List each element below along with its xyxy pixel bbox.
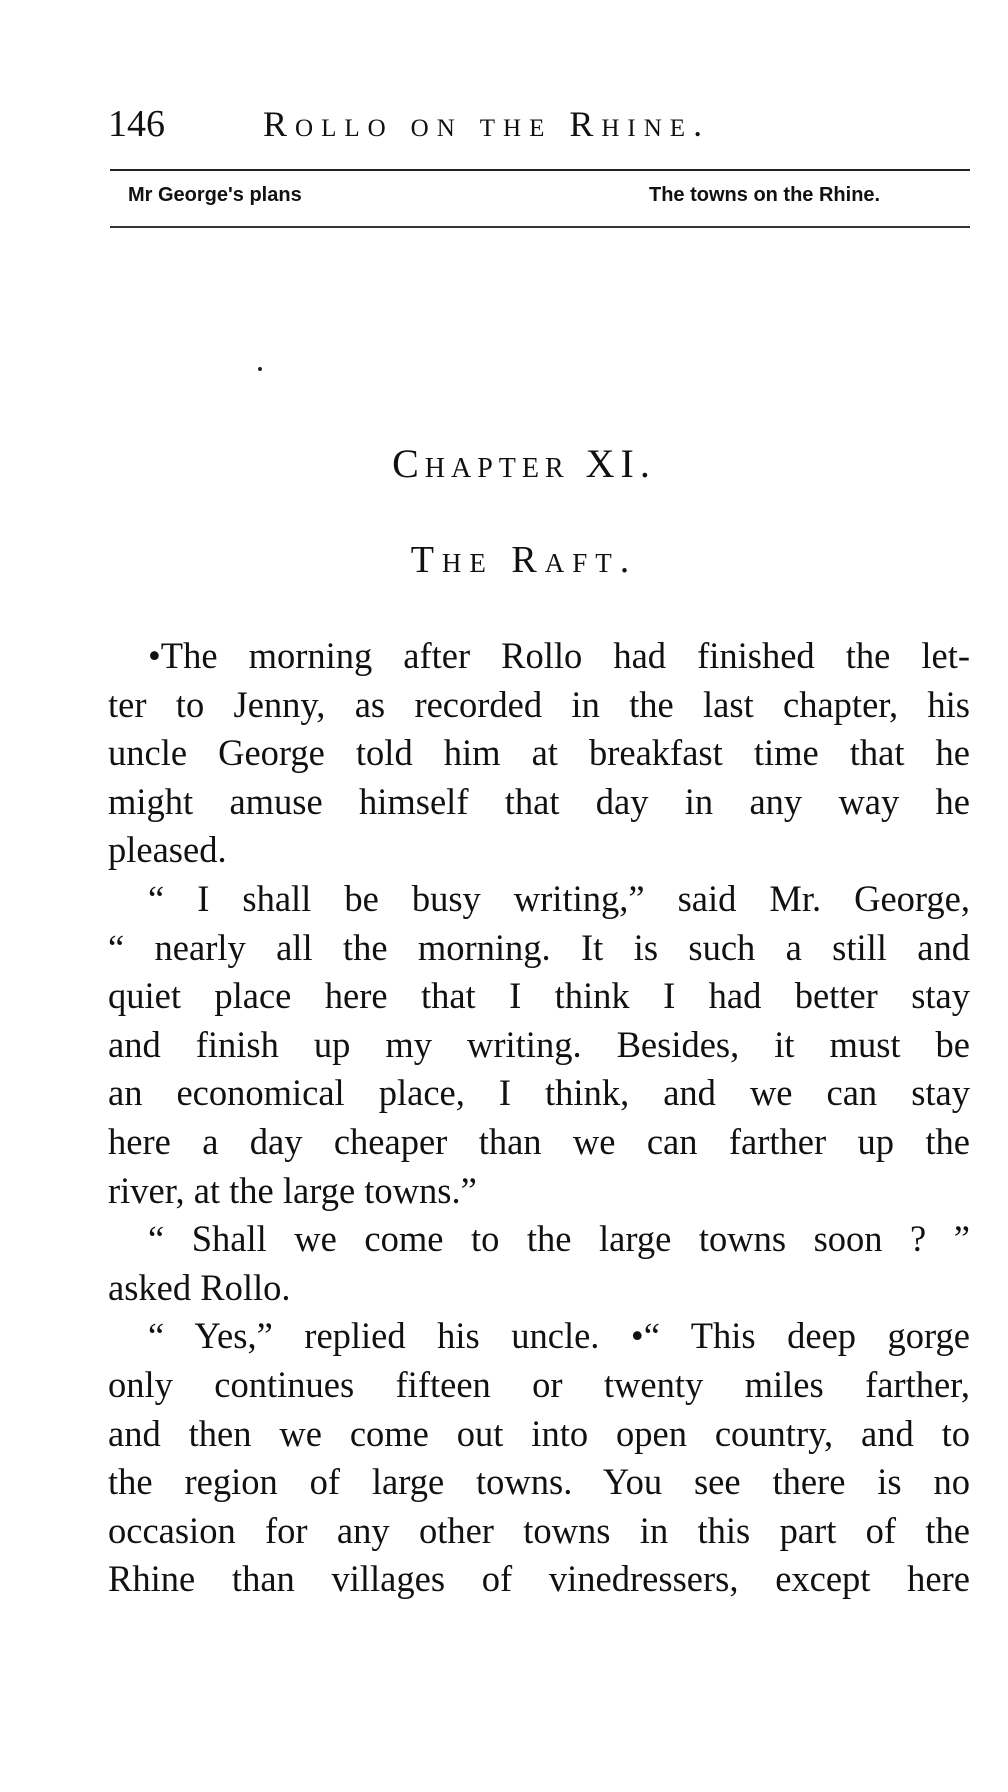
chapter-title: The Raft. — [410, 539, 638, 581]
text-line: •The morning after Rollo had finished the let- — [148, 635, 970, 676]
subhead-right: The towns on the Rhine. — [649, 184, 881, 206]
text-line: “ I shall be busy writing,” said Mr. George, — [148, 877, 970, 919]
subhead-left: Mr George's plans — [128, 184, 302, 206]
header-rule-top — [110, 169, 970, 171]
text-line: “ Yes,” replied his uncle. •“ This deep gorge — [148, 1315, 970, 1357]
text-line: and finish up my writing. Besides, it must be — [108, 1023, 970, 1065]
text-line: here a day cheaper than we can farther up the — [108, 1120, 970, 1162]
text-line: ter to Jenny, as recorded in the last chapter, his — [108, 683, 970, 725]
text-line: uncle George told him at breakfast time that he — [108, 732, 970, 774]
running-title: Rollo on the Rhine. — [263, 104, 711, 144]
text-line: river, at the large towns.” — [108, 1169, 477, 1211]
text-line: an economical place, I think, and we can stay — [108, 1072, 970, 1114]
page-number: 146 — [108, 103, 165, 145]
chapter-number: Chapter XI. — [392, 441, 656, 486]
text-line: “ nearly all the morning. It is such a still and — [108, 926, 970, 968]
text-line: Rhine than villages of vinedressers, except here — [108, 1558, 970, 1600]
text-line: asked Rollo. — [108, 1266, 291, 1308]
running-head — [108, 100, 968, 148]
ink-speck — [258, 367, 262, 371]
header-rule-bottom — [110, 226, 970, 228]
text-line: occasion for any other towns in this part of the — [108, 1509, 970, 1551]
text-line: and then we come out into open country, and to — [108, 1412, 970, 1454]
text-line: might amuse himself that day in any way he — [108, 780, 970, 822]
text-line: “ Shall we come to the large towns soon ? ” — [148, 1218, 970, 1260]
text-line: only continues fifteen or twenty miles farther, — [108, 1363, 970, 1405]
text-line: the region of large towns. You see there is no — [108, 1461, 970, 1503]
body-text — [108, 632, 970, 1604]
text-line: quiet place here that I think I had better stay — [108, 975, 970, 1017]
text-line: pleased. — [108, 829, 227, 871]
